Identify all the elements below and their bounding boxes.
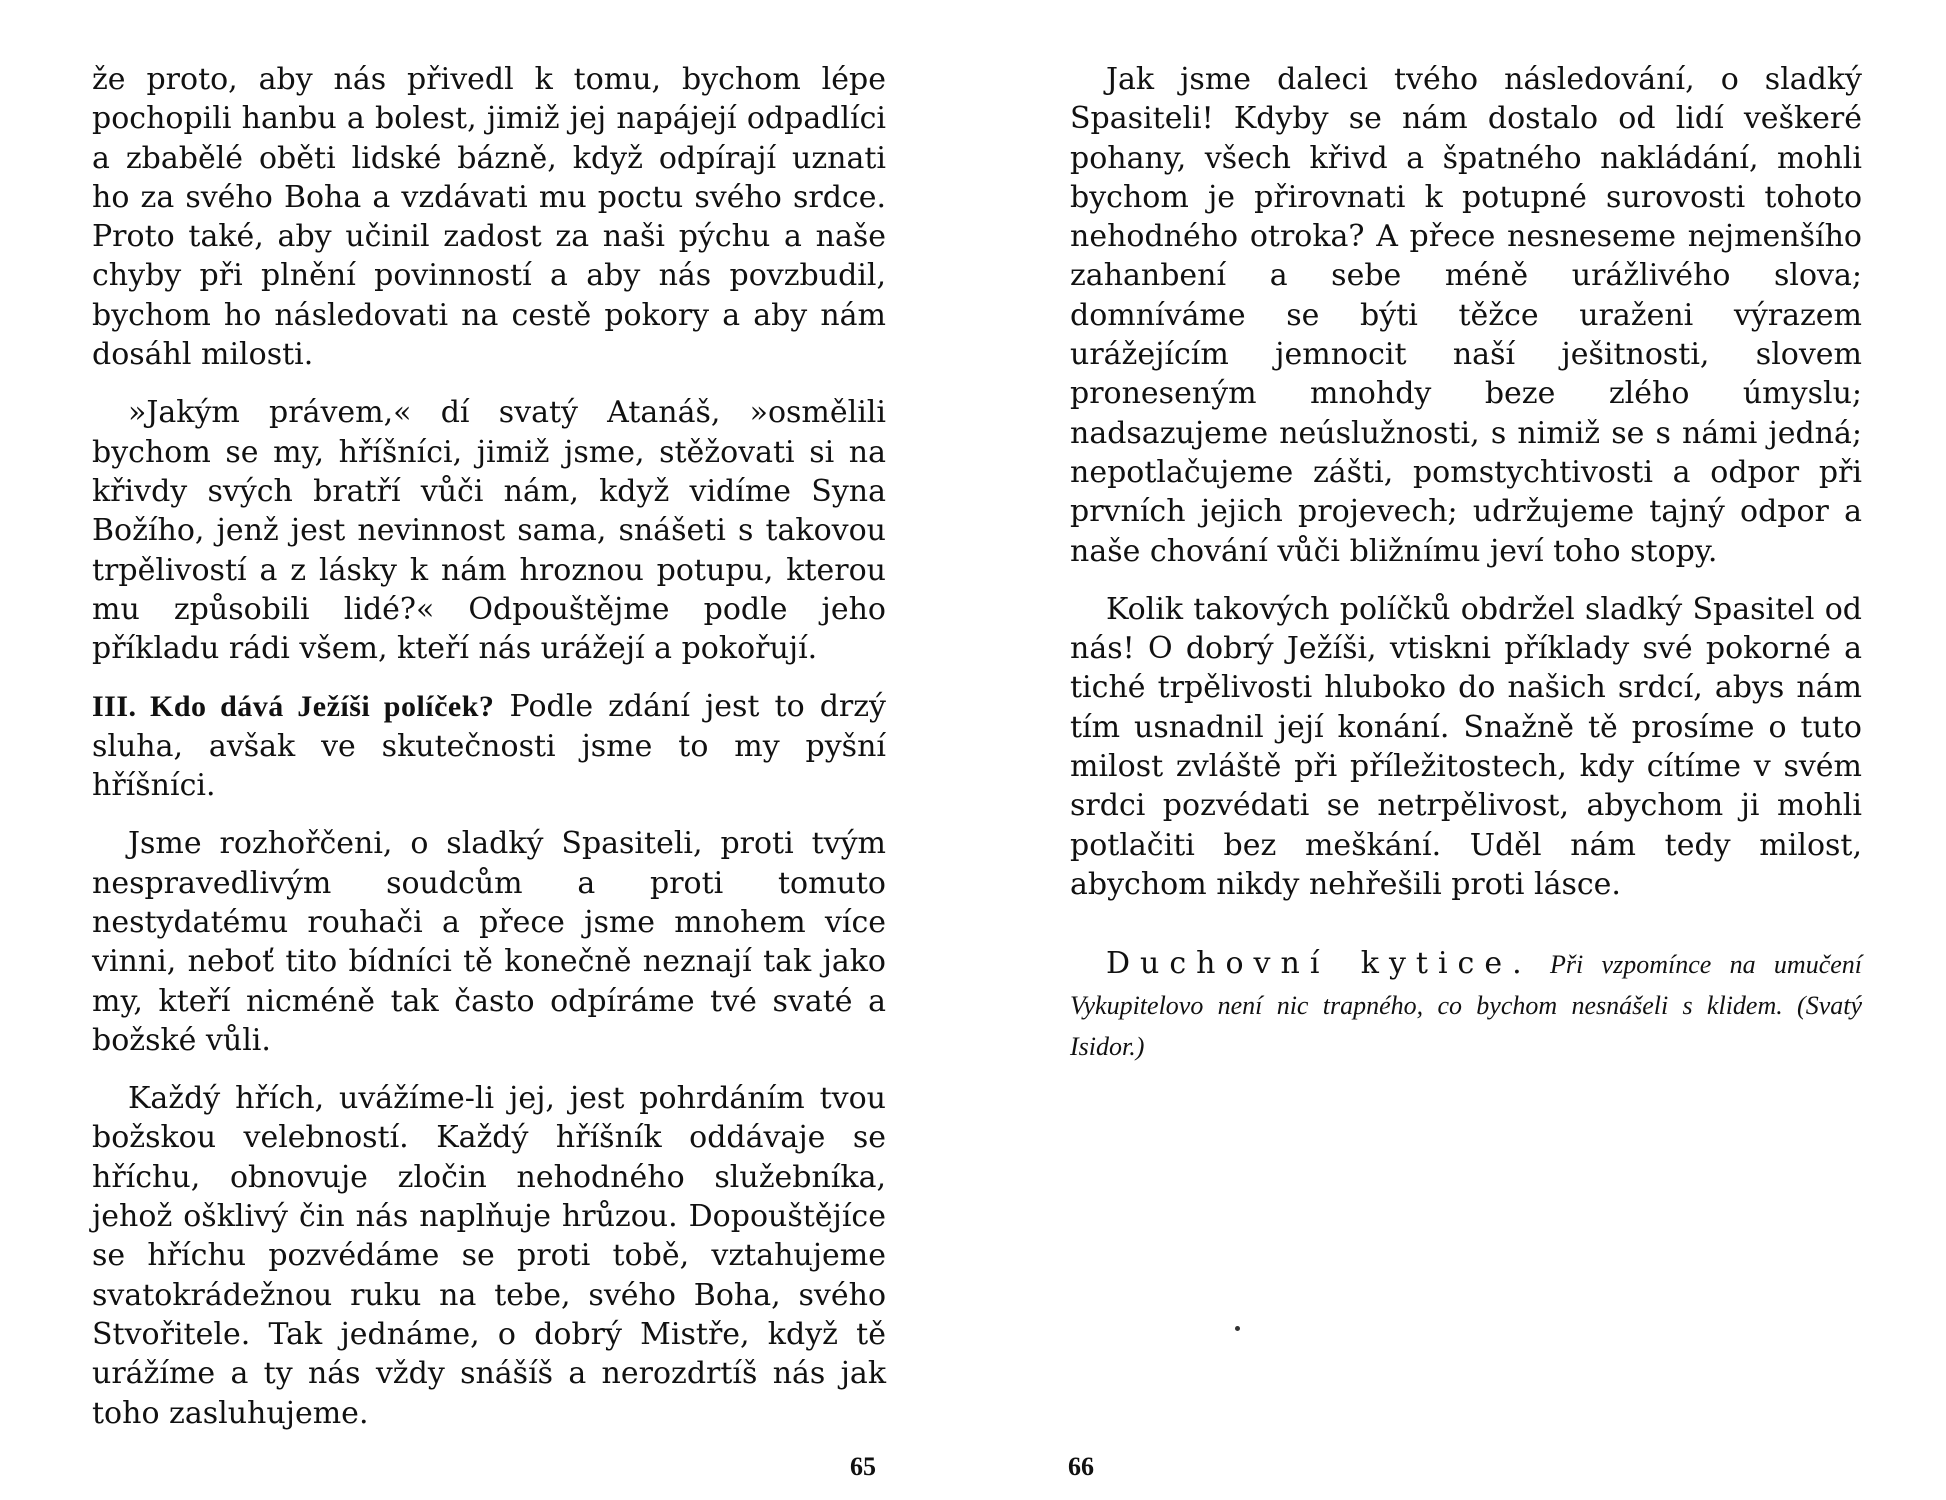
section-text: Podle zdání jest to drzý sluha, avšak ve skutečnosti jsme to my pyšní hříšníci.	[92, 689, 887, 804]
paragraph: Kolik takových políčků obdržel sladký Spasitel od nás! O dobrý Ježíši, vtiskni příklady své pokorné a tiché trpělivosti hluboko do našich srdcí, abys nám tím usnadnil její konání. Snažně tě prosíme o tuto milost zvláště při příležitostech, kdy cítíme v svém srdci pozvédati se netrpělivost, abychom ji mohli potlačiti bez meškání. Uděl nám tedy milost, abychom nikdy nehřešili proti lásce.	[1070, 591, 1862, 902]
print-speck	[1235, 1326, 1240, 1331]
page-number-left: 65	[850, 1452, 876, 1481]
paragraph: Každý hřích, uvážíme-li jej, jest pohrdáním tvou božskou velebností. Každý hříšník oddávaje se hříchu, obnovuje zločin nehodného služebníka, jehož ošklivý čin nás naplňuje hrůzou. Dopouštějíce se hříchu pozvédáme se proti tobě, vztahujeme svatokrádežnou ruku na tebe, svého Boha, svého Stvořitele. Tak jednáme, o dobrý Mistře, když tě urážíme a ty nás vždy snášíš a nerozdrtíš nás jak toho zasluhujeme.	[92, 1081, 886, 1431]
paragraph: že proto, aby nás přivedl k tomu, bychom lépe pochopili hanbu a bolest, jimiž jej napájejí odpadlíci a zbabělé oběti lidské bázně, když odpírají uznati ho za svého Boha a vzdávati mu poctu svého srdce. Proto také, aby učinil zadost za naši pýchu a naše chyby při plnění povinností a aby nás povzbudil, bychom ho následovati na cestě pokory a aby nám dosáhl milosti.	[92, 62, 886, 373]
bouquet-label: Duchovní kytice.	[1106, 946, 1532, 982]
left-text-column	[92, 60, 886, 1452]
paragraph: Jak jsme daleci tvého následování, o sladký Spasiteli! Kdyby se nám dostalo od lidí veškeré pohany, všech křivd a špatného nakládání, mohli bychom je přirovnati k potupné surovosti tohoto nehodného otroka? A přece nesneseme nejmenšího zahanbení a sebe méně urážlivého slova; domníváme se býti těžce uraženi výrazem urážejícím jemnocit naší ješitnosti, slovem proneseným mnohdy beze zlého úmyslu; nadsazujeme neúslužnosti, s nimiž se s námi jedná; nepotlačujeme zášti, pomstychtivosti a odpor při prvních jejich projevech; udržujeme tajný odpor a naše chování vůči bližnímu jeví toho stopy.	[1070, 62, 1862, 569]
section-heading: III. Kdo dává Ježíši políček?	[92, 690, 495, 724]
section-paragraph	[92, 687, 886, 805]
spiritual-bouquet	[1070, 944, 1862, 1067]
bouquet-text: Při vzpomínce na umučení Vykupitelovo není nic trapného, co bychom nesnášeli s klidem. (Svatý Isidor.)	[1070, 950, 1862, 1062]
paragraph: »Jakým právem,« dí svatý Atanáš, »osmělili bychom se my, hříšníci, jimiž jsme, stěžovati si na křivdy svých bratří vůči nám, když vidíme Syna Božího, jenž jest nevinnost sama, snášeti s takovou trpělivostí a z lásky k nám hroznou potupu, kterou mu způsobili lidé?« Odpouštějme podle jeho příkladu rádi všem, kteří nás urážejí a pokořují.	[92, 395, 886, 667]
paragraph: Jsme rozhořčeni, o sladký Spasiteli, proti tvým nespravedlivým soudcům a proti tomuto nestydatému rouhači a přece jsme mnohem více vinni, neboť tito bídníci tě konečně neznají tak jako my, kteří nicméně tak často odpíráme tvé svaté a božské vůli.	[92, 826, 886, 1058]
right-page	[973, 0, 1946, 1500]
page-number-right: 66	[1068, 1452, 1094, 1481]
right-text-column	[1070, 60, 1862, 1086]
